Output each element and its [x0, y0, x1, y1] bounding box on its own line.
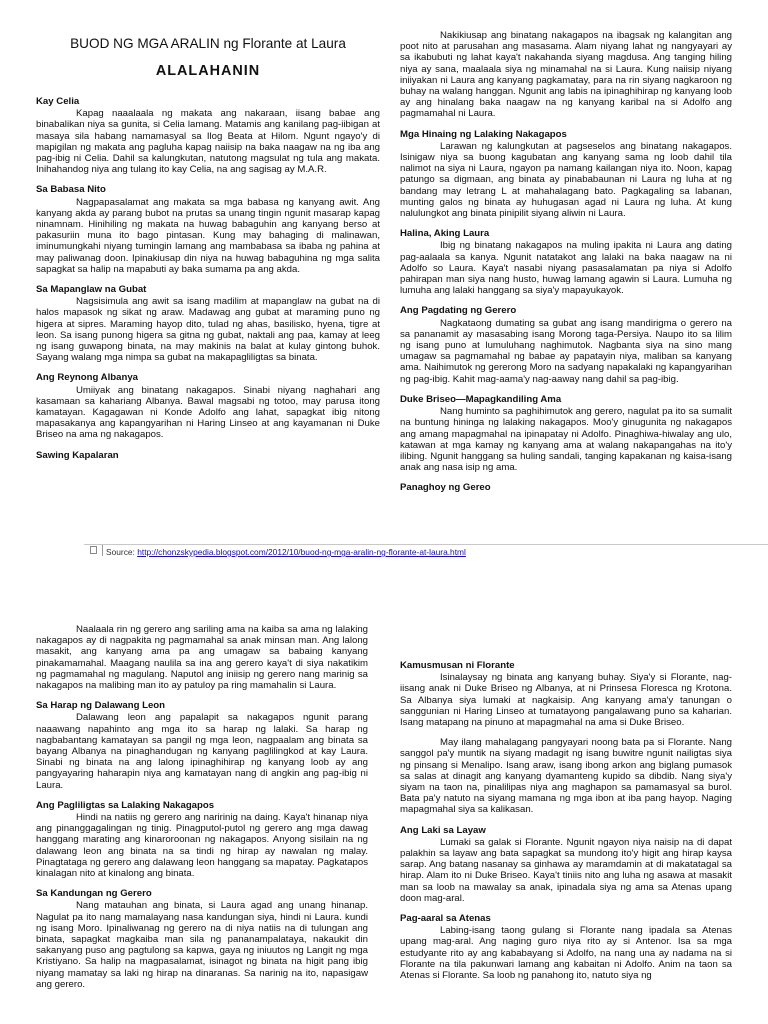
section-paragraph: Naalaala rin ng gerero ang sariling ama na kaiba sa ama ng lalaking nakagapos ay di nagpakita ng pagmamahal sa anak minsan man. Ang lalong masakit, ang kanyang ama pa ang umagaw sa babaing kanyang pinakamamahal. Maagang naulila sa ina ang gerero kaya't di siya nakatikim ng pagmamahal ng magulang. Naputol ang iniisip ng gerero nang marinig sa nakagapos na malibing man ito ay patuloy pa ring mamahalin si Laura. [36, 624, 368, 692]
section-paragraph: Nagsisimula ang awit sa isang madilim at mapanglaw na gubat na di halos mapasok ng sikat ng araw. Madawag ang gubat at maraming puno ng higera at sipres. Maraming hayop dito, tulad ng ahas, basilisko, hyena, tigre at leon. Sa isang punong higera sa gitna ng gubat, naktali ang paa, kamay at leeg ng isang guwapong binata, na may makinis na balat at kulay gintong buhok. Sayang walang mga nimpa sa gubat na makapagliligtas sa binata. [36, 296, 380, 364]
section-paragraph: Umiiyak ang binatang nakagapos. Sinabi niyang naghahari ang kasamaan sa kahariang Albanya. Bawal magsabi ng totoo, may parusa itong kamatayan. Kagagawan ni Konde Adolfo ang lahat, sapagkat ibig nitong mapasakanya ang kapangyarihan ni Haring Linseo at ang kayamanan ni Duke Briseo na ama ng nakagapos. [36, 384, 380, 441]
section-heading: Mga Hinaing ng Lalaking Nakagapos [400, 128, 567, 140]
section-heading: Sa Babasa Nito [36, 184, 106, 196]
section-heading: Ang Pagdating ng Gerero [400, 305, 517, 317]
page2-right-sections [400, 660, 732, 981]
page1-right-sections [400, 30, 732, 494]
section-heading: Panaghoy ng Gereo [400, 482, 491, 494]
section-paragraph: Ibig ng binatang nakagapos na muling ipakita ni Laura ang dating pag-aalaala sa kanya. Ngunit natatakot ang lalaki na baka naagaw na ni Adolfo so Laura. Kaya't nasabi niyang pasasalamatan pa niya si Adolfo pahirapan man siya nang husto, huwag lamang agawin si Laura. Lumuha ng lumuha ang lalaki hanggang sa siya'y mapayukayok. [400, 240, 732, 297]
document-title: BUOD NG MGA ARALIN ng Florante at Laura [70, 36, 346, 51]
section-paragraph: Lumaki sa galak si Florante. Ngunit ngayon niya naisip na di dapat palakhin sa layaw ang bata sapagkat sa mundong ito'y higit ang hirap kaysa sarap. Ang batang nasanay sa ginhawa ay maramdamin at di makatatagal sa hirap. Alam ito ni Duke Briseo. Kaya't tiniis nito ang luha ng asawa at masakit man sa loob na mawalay sa anak, ipinadala siya ng ama sa Atenas upang doon mag-aral. [400, 836, 732, 904]
page1-left-sections [36, 96, 380, 461]
section-paragraph: Kapag naaalaala ng makata ang nakaraan, iisang babae ang binabalikan niya sa gunita, si Celia lamang. Matamis ang kanilang pag-iibigan at masaya sila habang namamasyal sa Ilog Beata at Hilom. Ngunt ngayo'y di mapigilan ng makata ang pagluha kapag naiisip na baka naagaw na ng iba ang pag-ibig ni Celia. Dahil sa kalungkutan, natutong magsulat ng tula ang makata. Inihahandog niya ang tulang ito kay Celia, na ang sagisag ay M.A.R. [36, 108, 380, 176]
section-heading: Sa Kandungan ng Gerero [36, 888, 152, 900]
document-heading: ALALAHANIN [155, 63, 261, 79]
source-text [106, 546, 466, 558]
section-paragraph: Nagpapasalamat ang makata sa mga babasa ng kanyang awit. Ang kanyang akda ay parang bubot na prutas sa unang tingin ngunit masarap kapag ninamnam. Hinihiling ng makata na huwag babaguhin ang kanyang berso at pakasuriin muna ito bago pintasan. Kung may bahaging di malinawan, iminumungkahi niyang tumingin lamang ang mambabasa sa ibaba ng pahina at may paliwanag doon. Ipinakiusap din niya na huwag babaguhina ng mga salita sapagkat sa halip na mapabuti ay baka sumama pa ang akda. [36, 196, 380, 275]
source-label: Source: [106, 547, 135, 557]
section-paragraph: Nakikiusap ang binatang nakagapos na ibagsak ng kalangitan ang poot nito at parusahan ang masasama. Alam niyang lahat ng nangyayari ay sa ikabubuti ng lahat kaya't nakahanda siyang magdusa. Ang tanging hiling niya ay sana, maalaala siya ng minamahal na si Laura. Kung naiisip niyang iniiyakan ni Laura ang kanyang pagkamatay, para na rin siyang nagkaroon ng buhay na walang hanggan. Ngunit ang labis na ipinaghihirap ng kanyang loob ay ang hinalang baka naagaw na ng kanyang karibal na si Adolfo ang pagmamahal ni Laura. [400, 30, 732, 120]
section-heading: Pag-aaral sa Atenas [400, 913, 491, 925]
source-divider [84, 544, 768, 545]
section-heading: Ang Laki sa Layaw [400, 824, 486, 836]
section-paragraph: Dalawang leon ang papalapit sa nakagapos ngunit parang naaawang napahinto ang mga ito sa harap ng lalaki. Sa harap ng nagbabantang kamatayan sa pangil ng mga leon, nagpaalam ang binata sa bayang Albanya na pinaghandugan ng kanyang paglilingkod at kay Laura. Sinabi ng binata na ang lalong ipinaghihirap ng kanyang loob ay ang pangyayaring haharapin niya ang kamatayan nang di angkin ang pag-ibig ni Laura. [36, 712, 368, 791]
section-heading: Sa Mapanglaw na Gubat [36, 284, 147, 296]
section-heading: Halina, Aking Laura [400, 228, 490, 240]
section-heading: Ang Pagliligtas sa Lalaking Nakagapos [36, 799, 215, 811]
section-paragraph: Nang matauhan ang binata, si Laura agad ang unang hinanap. Nagulat pa ito nang mamalayang nasa kandungan siya, hindi ni Laura. kundi ng isang Moro. Ipinaliwanag ng gerero na di niya natiis na di tulungan ang binata, sapagkat magkaiba man sila ng pananampalataya, nakaukit din sakanyang puso ang pagtulong sa kapwa, gaya ng iniuutos ng Langit ng mga Kristiyano. Sa halip na magpasalamat, isinagot ng binata na higit pang ibig niyang mamatay sa laki ng hirap na dinaranas. Sa narinig na ito, napasigaw ang gerero. [36, 900, 368, 990]
page2-left-column [36, 624, 368, 990]
section-paragraph: Nang huminto sa paghihimutok ang gerero, nagulat pa ito sa sumalit na buntung hininga ng lalaking nakagapos. Moo'y ginugunita ng nakagapos ang amang mapagmahal na ipinapatay ni Adolfo. Pinaghiwa-hiwalay ang ulo, katawan at mga kamay ng kanyang ama at walang nakapangahas na ito'y ilibing. Ngunit hanggang sa huling sandali, tanging kapakanan ng kaisa-isang anak ang nasa isip ng ama. [400, 406, 732, 474]
section-paragraph: Hindi na natiis ng gerero ang naririnig na daing. Kaya't hinanap niya ang pinanggagalingan ng tinig. Pinagputol-putol ng gerero ang mga dawag hanggang marating ang kinaroroonan ng nakagapos. Anyong sisilain na ng dalawang leon ang binata na sa tindi ng hirap ay nawalan ng malay. Pinagtataga ng gerero ang dalawang leon hanggang sa mapatay. Pagkatapos kinalagan nito at kinalong ang binata. [36, 812, 368, 880]
source-link[interactable]: http://chonzskypedia.blogspot.com/2012/10/buod-ng-mga-aralin-ng-florante-at-laura.html [137, 547, 466, 557]
document-icon [90, 546, 97, 554]
page1-right-column [400, 30, 732, 495]
section-paragraph: Isinalaysay ng binata ang kanyang buhay. Siya'y si Florante, nag-iisang anak ni Duke Briseo ng Albanya, at ni Prinsesa Floresca ng Krotona. Sa Albanya siya lumaki at nagkaisip. Ang kanyang ama'y tanungan o sanggunian ni Haring Linseo at tumatayong pangalawang puno sa kaharian. Isang matapang na pinuno at mapagmahal na ama si Duke Briseo. [400, 672, 732, 729]
section-heading: Duke Briseo—Mapagkandiling Ama [400, 393, 562, 405]
section-heading: Sa Harap ng Dalawang Leon [36, 700, 166, 712]
source-bar [84, 544, 768, 556]
section-heading: Ang Reynong Albanya [36, 372, 138, 384]
section-paragraph: Nagkataong dumating sa gubat ang isang mandirigma o gerero na sa pananamit ay masasabing isang Morong taga-Persiya. Naupo ito sa lilim ng isang puno at lumuluhang naghimutok. Nagbanta siya na sino mang umagaw sa pagmamahal ng babae ay papatayin niya, maliban sa kanyang ama. Naihimutok ng gererong Moro na sadyang napakalaki ng kapangyarihan ng pag-ibig. Kahit mag-aama'y nag-aaway nang dahil sa pag-ibig. [400, 317, 732, 385]
page1-left-column [36, 30, 380, 462]
section-heading: Kay Celia [36, 96, 80, 107]
section-paragraph: Labing-isang taong gulang si Florante nang ipadala sa Atenas upang mag-aral. Ang naging guro niya rito ay si Antenor. Isa sa mga estudyante rito ay ang kababayang si Adolfo, na nang una ay nadama na si Florante na tila pakunwari lamang ang kabaitan ni Adolfo. Anim na taon sa Atenas si Florante. Sa loob ng panahong ito, natuto siya ng [400, 925, 732, 982]
section-heading: Kamusmusan ni Florante [400, 660, 515, 671]
page2-left-sections [36, 624, 368, 990]
document-page-2 [0, 600, 768, 1024]
source-separator [102, 545, 103, 556]
section-heading: Sawing Kapalaran [36, 449, 119, 461]
section-paragraph: Larawan ng kalungkutan at pagseselos ang binatang nakagapos. Isinigaw niya sa buong kagubatan ang kanyang sama ng loob dahil tila nalimot na siya ni Laura, ngayon pa namang kailangan niya ito. Noon, kapag patungo sa digmaan, ang binata ay pinababaunan ni Laura ng luha at ng bandang may letrang L at mahahalagang bato. Pagkagaling sa labanan, munting galos ng binata ay huhugasan agad ni Laura ng luha. At kung nalulungkot ang binata pinipilit siyang aliwin ni Laura. [400, 140, 732, 220]
page2-right-column [400, 660, 732, 989]
section-paragraph: May ilang mahalagang pangyayari noong bata pa si Florante. Nang sanggol pa'y muntik na siyang madagit ng isang buwitre ngunit nailigtas siya ng pinsang si Menalipo. Isang araw, isang ibong arkon ang biglang pumasok sa salas at dinagit ang kanyang dyamanteng kupido sa dibdib. Nang siya'y siyam na taon na, pinalilipas niya ang maghapon sa pamamasyal sa burol. Bata pa'y natuto na siyang mamana ng mga ibon at iba pang hayop. Naging mapagmahal siya sa kalikasan. [400, 737, 732, 816]
